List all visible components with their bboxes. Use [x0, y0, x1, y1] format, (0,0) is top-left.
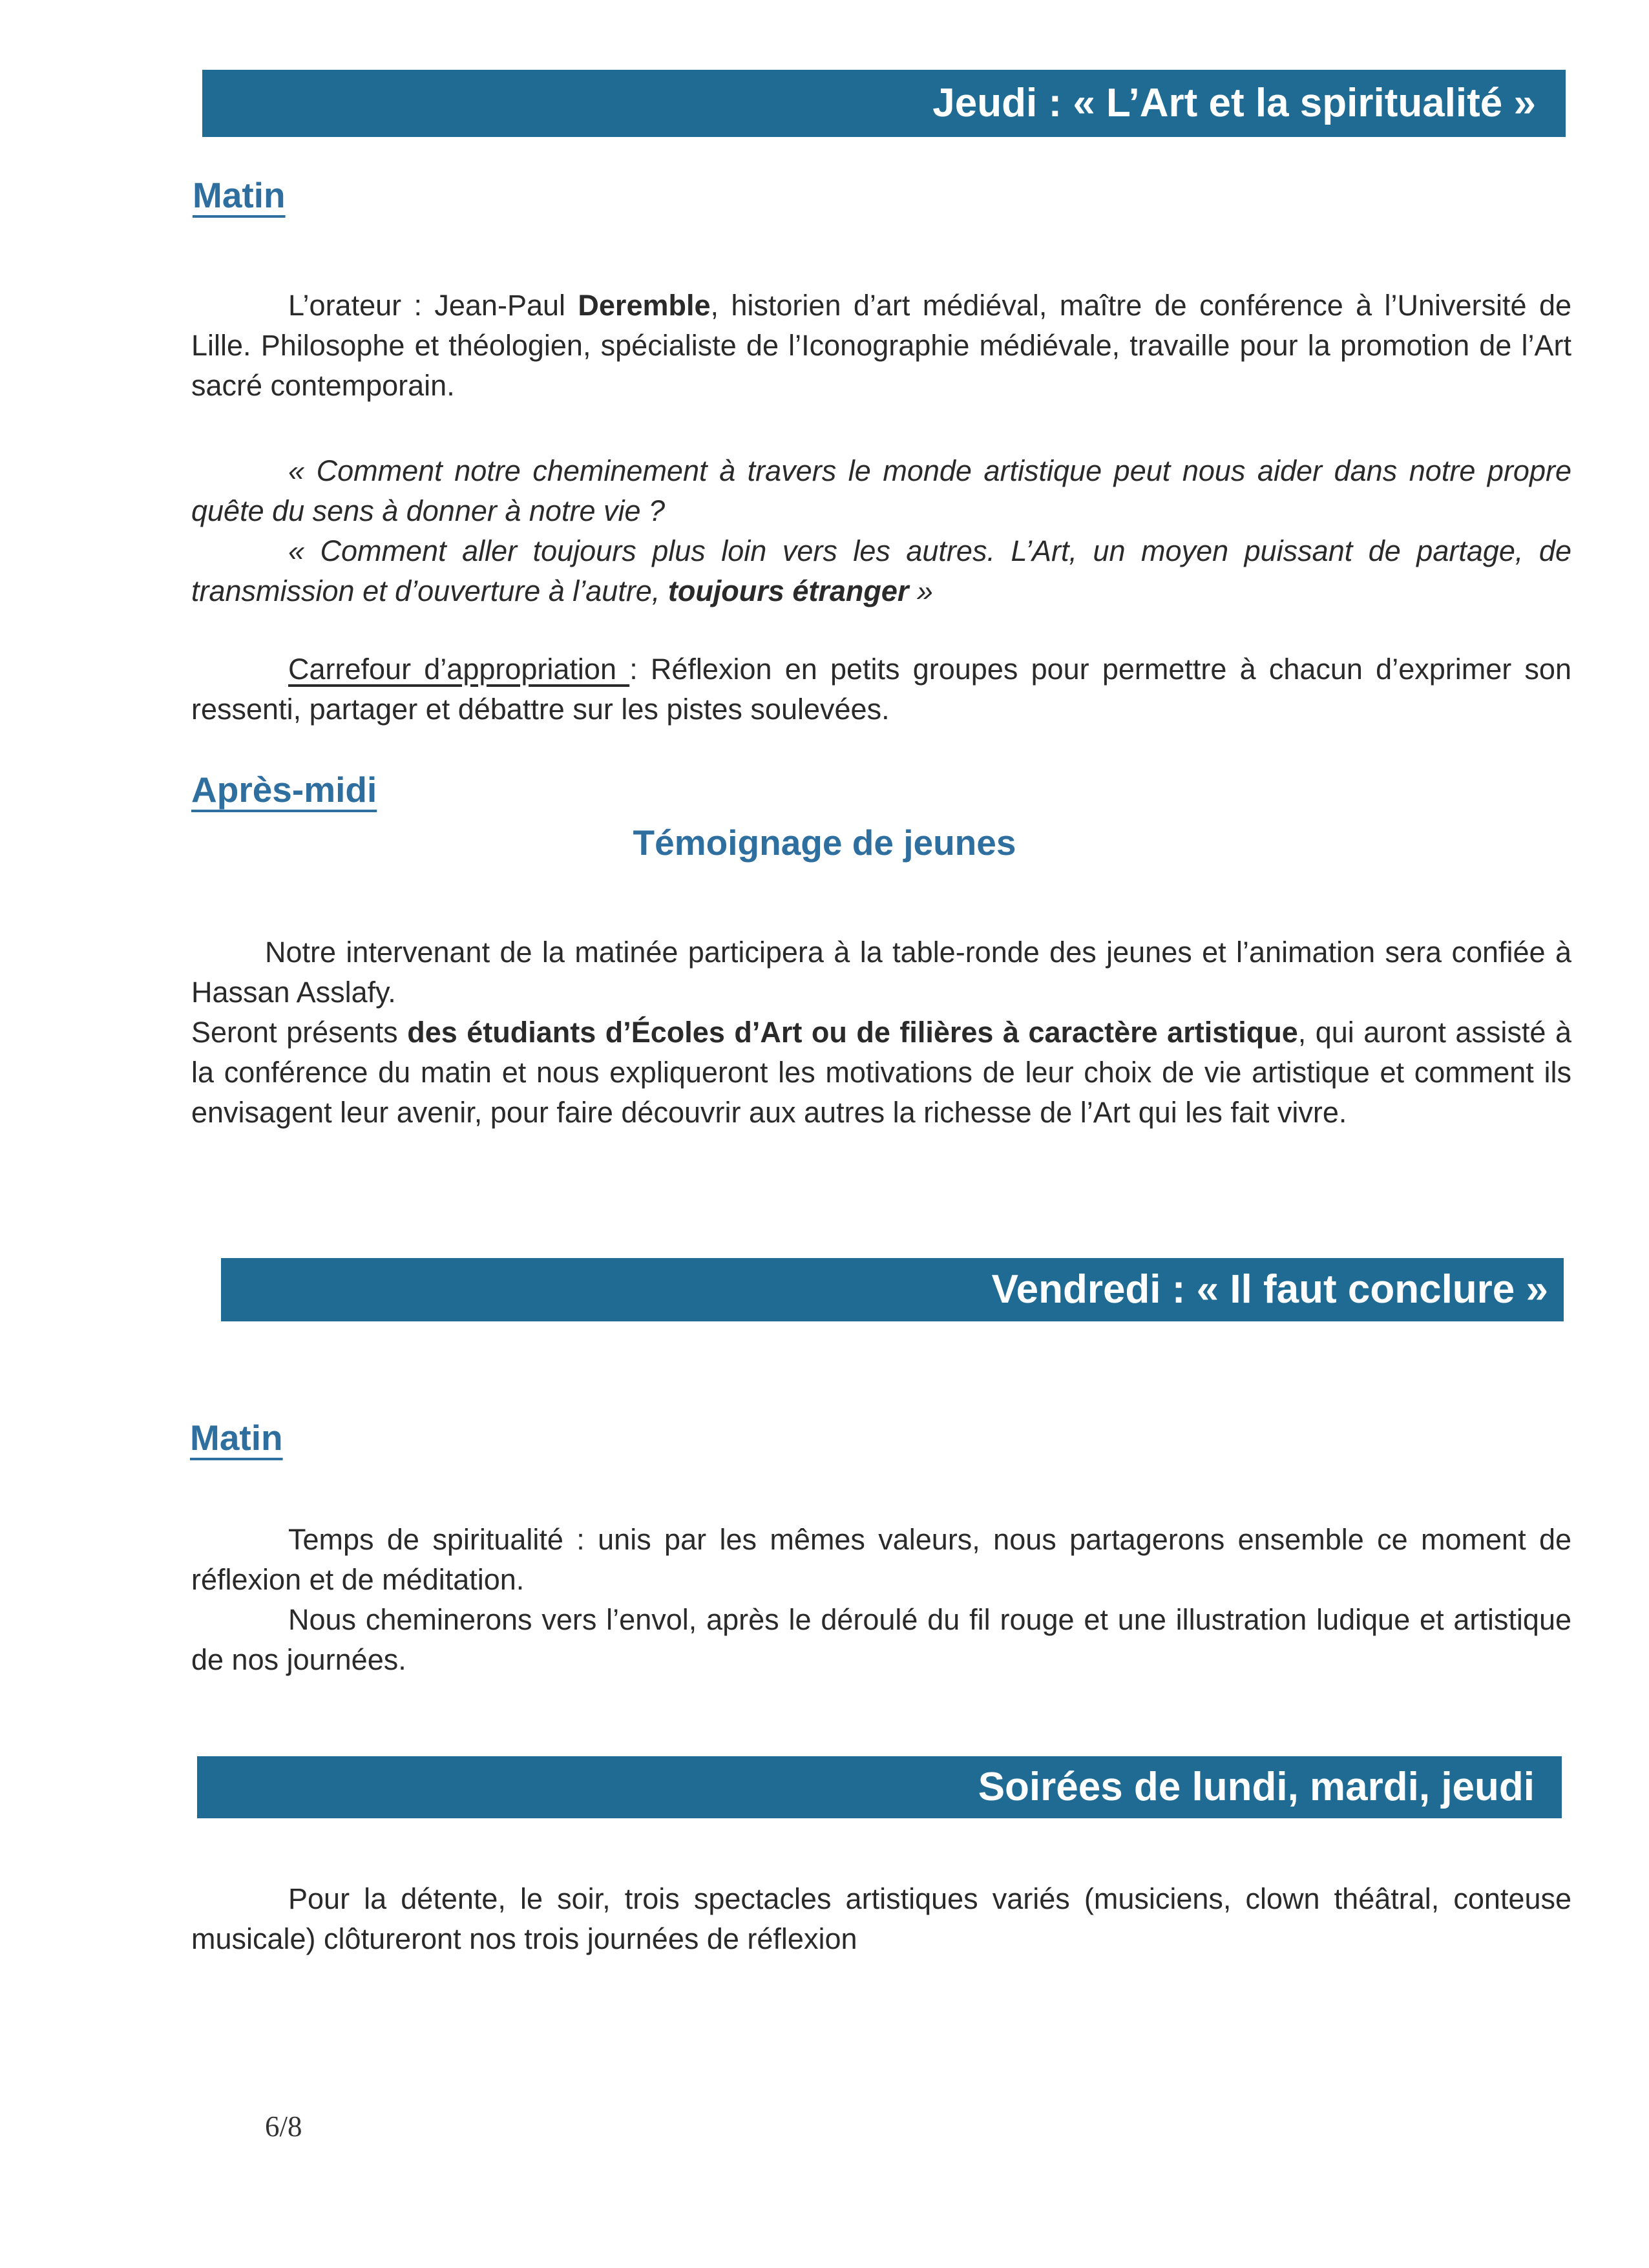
evenings-banner — [197, 1756, 1562, 1818]
speaker-paragraph — [191, 286, 1571, 406]
carrefour-label: Carrefour d’appropriation — [288, 653, 630, 686]
quote-2-start: « Comment aller toujours plus loin vers les autres. L’Art, un moyen puissant de partage, de transmission et d’ouverture à l’autre, — [191, 534, 1571, 607]
thursday-banner — [202, 70, 1566, 137]
speaker-name: Deremble — [578, 289, 711, 322]
evenings-p1: Pour la détente, le soir, trois spectacles artistiques variés (musiciens, clown théâtral, conteuse musicale) clôtureront nos trois journées de réflexion — [191, 1882, 1571, 1955]
friday-banner-title: Vendredi : « Il faut conclure » — [991, 1267, 1548, 1312]
speaker-desc: , historien d’art médiéval, maître de conférence à l’Université de Lille. Philosophe et théologien, spécialiste de l’Iconographie médiévale, travaille pour la promotion de l’Art sacré contemporain. — [191, 289, 1571, 402]
carrefour-text: : Réflexion en petits groupes pour permettre à chacun d’exprimer son ressenti, partager et débattre sur les pistes soulevées. — [191, 653, 1571, 726]
thursday-banner-title: Jeudi : « L’Art et la spiritualité » — [932, 81, 1536, 125]
thursday-morning-heading: Matin — [193, 175, 286, 215]
friday-morning-heading: Matin — [190, 1418, 283, 1458]
thursday-afternoon-heading: Après-midi — [191, 770, 377, 810]
quote-2-end: » — [909, 574, 933, 607]
friday-p1: Temps de spiritualité : unis par les mêmes valeurs, nous partagerons ensemble ce moment de réflexion et de méditation. — [191, 1523, 1571, 1596]
afternoon-p2-bold: des étudiants d’Écoles d’Art ou de filières à caractère artistique — [407, 1016, 1298, 1049]
friday-paragraph-2 — [191, 1600, 1571, 1680]
evenings-banner-title: Soirées de lundi, mardi, jeudi — [978, 1765, 1535, 1809]
carrefour-paragraph — [191, 649, 1571, 730]
afternoon-paragraph-2 — [191, 1013, 1571, 1133]
quote-paragraph-1 — [191, 451, 1571, 531]
quote-2-bold: toujours étranger — [667, 574, 909, 607]
friday-paragraph-1 — [191, 1520, 1571, 1600]
speaker-label: L’orateur : Jean-Paul — [288, 289, 578, 322]
evenings-paragraph — [191, 1879, 1571, 1959]
afternoon-p1: Notre intervenant de la matinée participera à la table-ronde des jeunes et l’animation sera confiée à Hassan Asslafy. — [191, 936, 1571, 1009]
afternoon-p2-end: , qui auront assisté à la conférence du matin et nous expliqueront les motivations de leur choix de vie artistique et comment ils envisagent leur avenir, pour faire découvrir aux autres la richesse de l’Art qui les fait vivre. — [191, 1016, 1571, 1129]
page-number: 6/8 — [265, 2110, 302, 2143]
quote-paragraph-2 — [191, 531, 1571, 611]
friday-banner — [221, 1258, 1564, 1321]
afternoon-title: Témoignage de jeunes — [633, 823, 1016, 863]
friday-p2: Nous cheminerons vers l’envol, après le déroulé du fil rouge et une illustration ludique et artistique de nos journées. — [191, 1603, 1571, 1676]
afternoon-paragraph-1 — [191, 932, 1571, 1013]
afternoon-p2-start: Seront présents — [191, 1016, 408, 1049]
quote-1: « Comment notre cheminement à travers le monde artistique peut nous aider dans notre propre quête du sens à donner à notre vie ? — [191, 454, 1571, 527]
